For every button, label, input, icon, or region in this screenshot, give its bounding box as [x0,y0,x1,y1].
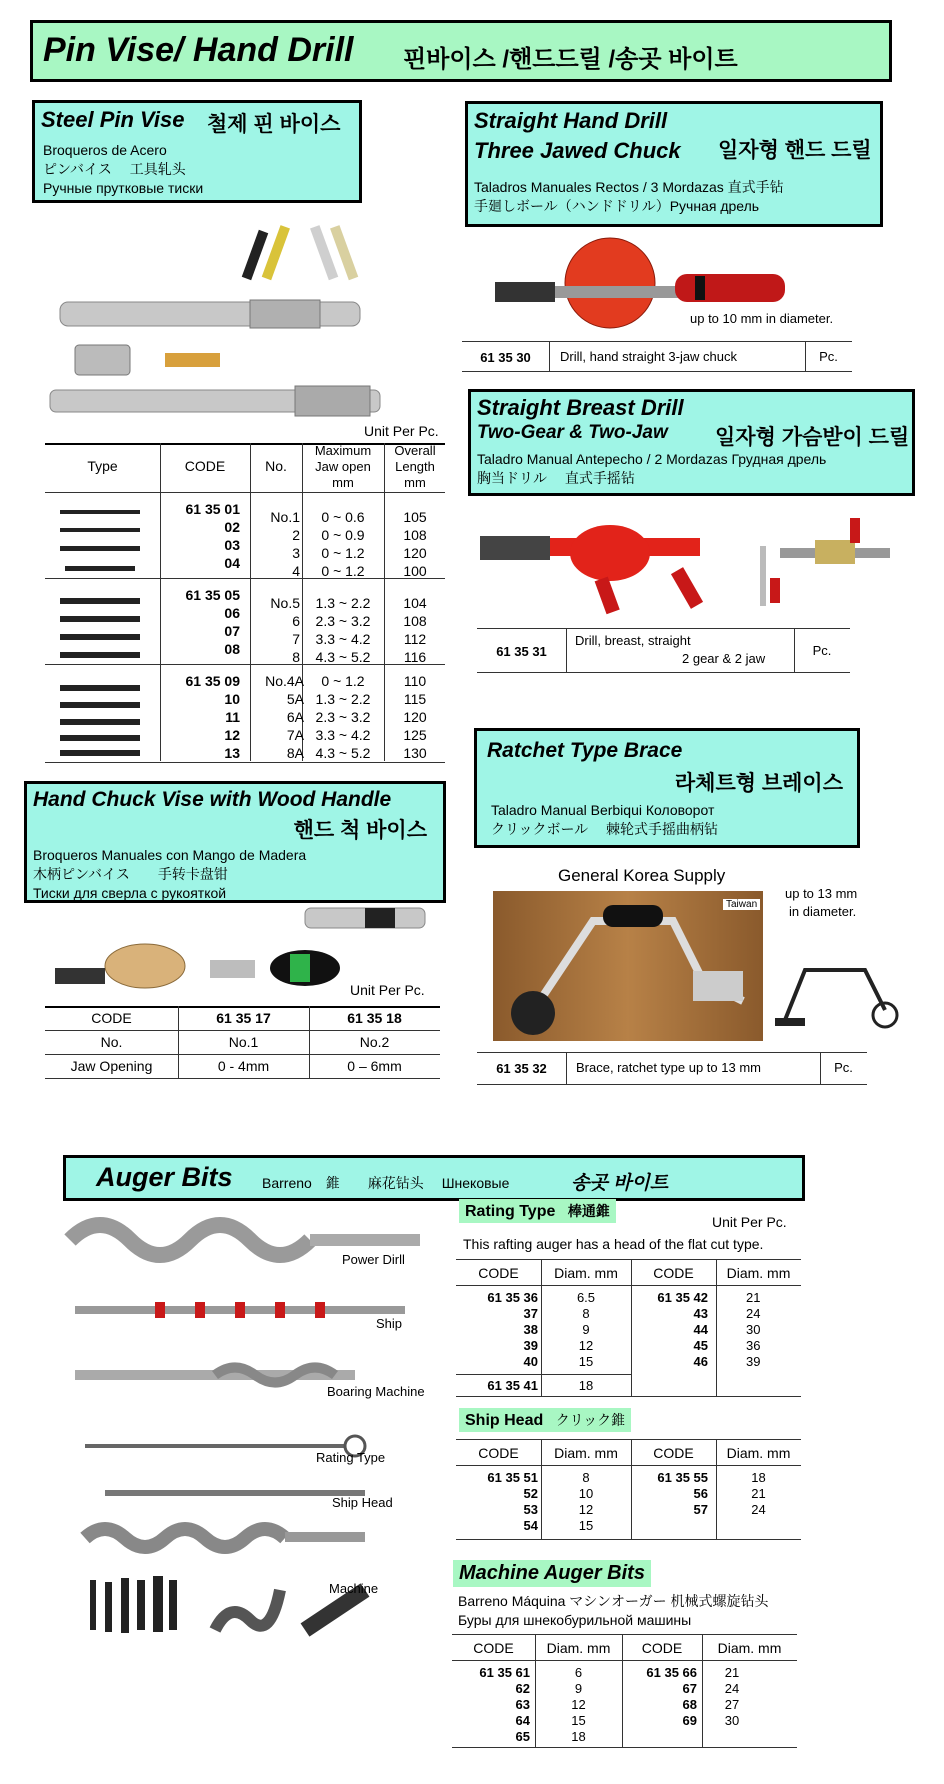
ship-head-right-diam: 18 21 24 [751,1470,766,1517]
rating-col-header: CODE [478,1265,519,1281]
steel-pin-vise-header [32,100,362,203]
brace-note: in diameter. [789,904,857,919]
group-length: 104 108 112 116 [403,595,427,665]
rating-type-title [459,1199,616,1223]
auger-bits-title: Auger Bits [96,1162,233,1192]
machine-auger-bits [90,1576,365,1633]
ship-head-right-codes: 61 35 55 56 57 [657,1470,708,1517]
group-jaw: 0 ~ 1.2 1.3 ~ 2.2 2.3 ~ 3.2 3.3 ~ 4.2 4.3 ~ 5.2 [315,673,371,761]
auger-bits-illustration [65,1210,425,1640]
ratchet-brace-line: Taladro Manual Berbiqui Коловорот [491,802,715,818]
breast-drill-subtitle: Two-Gear & Two-Jaw [477,422,668,443]
rating-extra-diam: 18 [578,1378,594,1393]
hand-drill-description: Drill, hand straight 3-jaw chuck [560,349,738,364]
machine-col-header: CODE [641,1640,683,1656]
brace-unit: Pc. [834,1060,853,1075]
machine-auger-line: Буры для шнекобурильной машины [458,1612,692,1628]
rating-type-title-text: Rating Type [465,1203,556,1220]
hand-chuck-vise-header [24,781,446,903]
steel-pin-vise-line: ピンバイス 工具轧头 [43,161,186,177]
group-codes: 61 35 09 10 11 12 13 [185,673,240,761]
rating-col-header: CODE [653,1265,694,1281]
hand-chuck-cell: 0 - 4mm [217,1058,270,1074]
auger-bits-header [63,1155,805,1201]
group-length: 110 115 120 125 130 [403,673,427,761]
ratchet-brace-title: Ratchet Type Brace [487,739,683,762]
page-title-korean: 핀바이스 /핸드드릴 /송곳 바이트 [403,46,738,73]
group-numbers: No.1 2 3 4 [270,509,300,579]
hand-chuck-unit: Unit Per Pc. [350,982,425,998]
auger-label: Machine [329,1581,379,1596]
pin-vise-collets [242,225,358,280]
breast-drill-description: 2 gear & 2 jaw [682,651,766,666]
hand-chuck-vise-line: Broqueros Manuales con Mango de Madera [33,847,307,863]
rating-col-header: Diam. mm [554,1265,618,1281]
pin-vise-type-icons [55,505,150,755]
hand-chuck-cell: 61 35 17 [216,1010,271,1026]
ship-head-col-header: Diam. mm [726,1445,791,1461]
ship-head-col-header: Diam. mm [554,1445,618,1461]
auger-bits-title-korean: 송곳 바이트 [571,1173,669,1194]
group-jaw: 1.3 ~ 2.2 2.3 ~ 3.2 3.3 ~ 4.2 4.3 ~ 5.2 [315,595,371,665]
breast-drill-line: Taladro Manual Antepecho / 2 Mordazas Грудная дрель [477,451,827,467]
group-codes: 61 35 01 02 03 04 [185,501,240,571]
machine-left-diam: 6 9 12 15 18 [571,1665,586,1744]
rating-right-diam: 21 24 30 36 39 [746,1290,761,1369]
col-header-type: Type [87,458,118,474]
auger-label: Ship [376,1316,403,1331]
breast-drill-illustration [480,518,900,618]
straight-hand-drill-title: Straight Hand Drill [474,108,668,133]
ship-head-title-jp: クリック錐 [555,1412,626,1428]
group-jaw: 0 ~ 0.6 0 ~ 0.9 0 ~ 1.2 0 ~ 1.2 [321,509,365,579]
hand-chuck-vise-line: Тиски для сверла с рукояткой [33,885,227,901]
hand-chuck-cell: No.2 [359,1034,390,1050]
rating-col-header: Diam. mm [726,1265,791,1281]
machine-bit [85,1529,365,1547]
rating-extra-code: 61 35 41 [487,1378,538,1393]
brace-note: up to 13 mm [785,886,858,901]
breast-drill-header [468,389,915,496]
boaring-machine-bit [75,1368,355,1383]
group-length: 105 108 120 100 [403,509,427,579]
rating-right-codes: 61 35 42 43 44 45 46 [657,1290,708,1369]
auger-bits-subtitle: Barreno 錐 麻花钻头 Шнековые [262,1175,510,1191]
hand-chuck-cell: No.1 [228,1034,259,1050]
ship-head-bit [105,1490,365,1496]
hand-chuck-vise-title-korean: 핸드 척 바이스 [293,819,427,842]
rating-left-diam: 6.5 8 9 12 15 [576,1290,596,1369]
hand-chuck-cell: 61 35 18 [347,1010,402,1026]
machine-col-header: Diam. mm [546,1640,611,1656]
page-title: Pin Vise/ Hand Drill [43,31,354,69]
machine-col-header: Diam. mm [717,1640,782,1656]
hand-chuck-cell: 0 – 6mm [347,1058,402,1074]
machine-col-header: CODE [473,1640,514,1656]
auger-label: Ship Head [332,1495,393,1510]
hand-chuck-cell: No. [100,1034,123,1050]
auger-label: Boaring Machine [327,1384,425,1399]
rating-type-title-jp: 棒通錐 [567,1203,610,1219]
hand-chuck-vise-line: 木柄ピンバイス 手转卡盘钳 [33,866,228,882]
hand-drill-note: up to 10 mm in diameter. [690,311,834,326]
brace-photo [493,891,763,1041]
straight-hand-drill-line: 手廻しボール（ハンドドリル）Ручная дрель [474,198,760,214]
rating-type-unit: Unit Per Pc. [712,1214,787,1230]
breast-drill-code: 61 35 31 [496,644,547,659]
machine-auger-line: Barreno Máquina マシンオーガー 机械式螺旋钻头 [458,1593,769,1609]
group-numbers: No.4A 5A 6A 7A 8A [265,673,304,761]
steel-pin-vise-line: Broqueros de Acero [43,142,167,158]
machine-left-codes: 61 35 61 62 63 64 65 [479,1665,530,1744]
straight-hand-drill-header [465,101,883,227]
auger-label: Rating Type [316,1450,386,1465]
ship-head-col-header: CODE [478,1445,519,1461]
ship-head-title [459,1408,631,1432]
ratchet-brace-line: クリックボール 棘轮式手摇曲柄钻 [491,821,719,837]
auger-label: Power Dirll [342,1252,405,1267]
machine-auger-title: Machine Auger Bits [453,1560,651,1587]
brace-photo-caption: General Korea Supply [558,866,726,885]
steel-pin-vise-unit: Unit Per Pc. [364,423,439,439]
ship-head-title-text: Ship Head [465,1412,544,1429]
ratchet-brace-header [474,728,860,848]
brace-description: Brace, ratchet type up to 13 mm [576,1060,761,1075]
col-header-jaw: Maximum Jaw open mm [314,443,372,490]
ship-head-col-header: CODE [653,1445,694,1461]
brace-small-illustration [775,960,905,1035]
hand-drill-unit: Pc. [819,349,838,364]
ratchet-brace-title-korean: 라체트형 브레이스 [674,772,843,795]
ship-head-left-codes: 61 35 51 52 53 54 [487,1470,538,1533]
group-codes: 61 35 05 06 07 08 [185,587,240,657]
ship-bit [75,1302,405,1318]
breast-drill-unit: Pc. [812,643,832,658]
hand-chuck-cell: CODE [91,1010,132,1026]
breast-drill-title-korean: 일자형 가슴받이 드릴 [715,426,910,449]
breast-drill-description: Drill, breast, straight [575,633,691,648]
rating-type-description: This rafting auger has a head of the flat cut type. [463,1236,764,1252]
group-numbers: No.5 6 7 8 [270,595,300,665]
breast-drill-title: Straight Breast Drill [477,395,684,420]
machine-right-diam: 21 24 27 30 [724,1665,740,1728]
rating-left-codes: 61 35 36 37 38 39 40 [487,1290,538,1369]
power-drill-bit [70,1225,420,1255]
machine-right-codes: 61 35 66 67 68 69 [646,1665,697,1728]
brace-drawing [493,891,763,1041]
straight-hand-drill-title-korean: 일자형 핸드 드릴 [718,139,872,162]
col-header-length: Overall Length mm [394,443,436,490]
col-header-no: No. [265,458,287,474]
steel-pin-vise-title-korean: 철제 핀 바이스 [207,113,341,136]
straight-hand-drill-line: Taladros Manuales Rectos / 3 Mordazas 直式手钻 [474,179,784,195]
page-header [30,20,892,82]
brace-photo-tag: Taiwan [723,899,760,910]
steel-pin-vise-title: Steel Pin Vise [41,107,185,132]
steel-pin-vise-line: Ручные прутковые тиски [43,180,204,196]
hand-chuck-vise-title: Hand Chuck Vise with Wood Handle [33,788,392,811]
hand-drill-code: 61 35 30 [480,350,531,365]
ship-head-left-diam: 8 10 12 15 [578,1470,594,1533]
breast-drill-line: 胸当ドリル 直式手摇钻 [477,470,635,486]
straight-hand-drill-subtitle: Three Jawed Chuck [474,138,681,163]
pin-vise-illustration [50,210,430,415]
brace-code: 61 35 32 [496,1061,547,1076]
col-header-code: CODE [184,458,226,474]
hand-chuck-cell: Jaw Opening [70,1058,153,1074]
